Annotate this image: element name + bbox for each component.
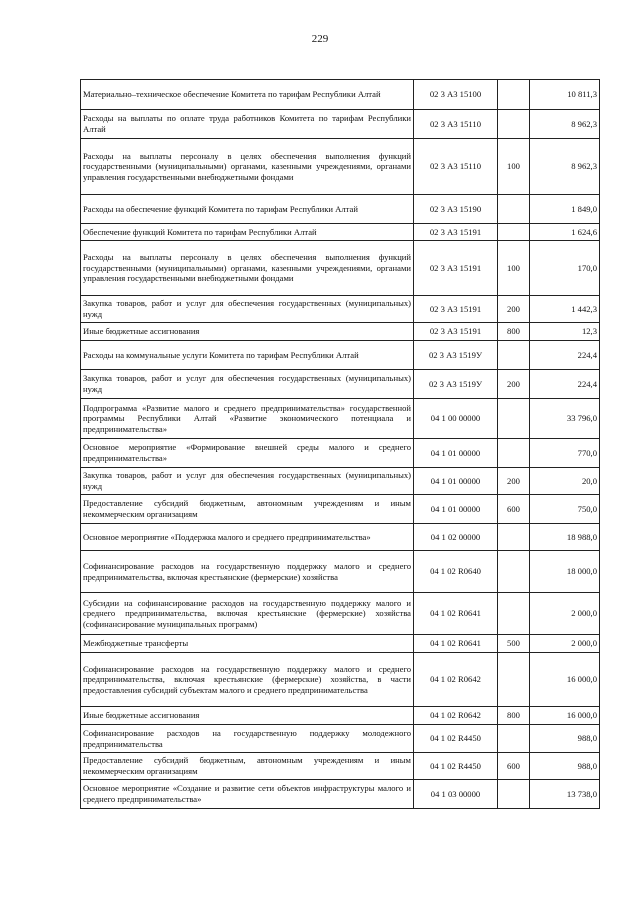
row-amount: 18 000,0 bbox=[530, 551, 600, 593]
row-expense-type bbox=[498, 341, 530, 370]
table-row bbox=[81, 725, 600, 753]
row-amount: 1 624,6 bbox=[530, 224, 600, 241]
row-code: 02 3 А3 15100 bbox=[414, 80, 498, 110]
budget-table-body bbox=[81, 80, 600, 809]
row-amount: 12,3 bbox=[530, 323, 600, 341]
row-name: Предоставление субсидий бюджетным, автономным учреждениям и иным некоммерческим организациям bbox=[81, 495, 414, 524]
row-code: 04 1 02 R0642 bbox=[414, 653, 498, 707]
row-code: 04 1 03 00000 bbox=[414, 780, 498, 809]
row-expense-type: 500 bbox=[498, 635, 530, 653]
table-row bbox=[81, 551, 600, 593]
table-row bbox=[81, 468, 600, 495]
row-name: Расходы на коммунальные услуги Комитета по тарифам Республики Алтай bbox=[81, 341, 414, 370]
row-name: Иные бюджетные ассигнования bbox=[81, 323, 414, 341]
row-code: 02 3 А3 15191 bbox=[414, 241, 498, 296]
row-expense-type bbox=[498, 725, 530, 753]
row-expense-type: 600 bbox=[498, 495, 530, 524]
row-code: 04 1 01 00000 bbox=[414, 439, 498, 468]
row-expense-type: 200 bbox=[498, 296, 530, 323]
page-number: 229 bbox=[311, 33, 329, 45]
row-expense-type: 100 bbox=[498, 139, 530, 195]
row-amount: 224,4 bbox=[530, 341, 600, 370]
row-name: Закупка товаров, работ и услуг для обеспечения государственных (муниципальных) нужд bbox=[81, 296, 414, 323]
row-expense-type bbox=[498, 524, 530, 551]
row-amount: 16 000,0 bbox=[530, 653, 600, 707]
row-code: 04 1 02 R0641 bbox=[414, 635, 498, 653]
table-row bbox=[81, 399, 600, 439]
row-name: Софинансирование расходов на государственную поддержку молодежного предпринимательства bbox=[81, 725, 414, 753]
row-expense-type: 200 bbox=[498, 468, 530, 495]
table-row bbox=[81, 439, 600, 468]
table-row bbox=[81, 323, 600, 341]
row-name: Расходы на выплаты персоналу в целях обеспечения выполнения функций государственными (муниципальными) органами, казенными учреждениями, органами управления государственными внебюджетными фондами bbox=[81, 139, 414, 195]
row-code: 04 1 02 R4450 bbox=[414, 725, 498, 753]
row-code: 04 1 02 R0642 bbox=[414, 707, 498, 725]
row-code: 02 3 А3 15191 bbox=[414, 323, 498, 341]
row-amount: 2 000,0 bbox=[530, 593, 600, 635]
table-row bbox=[81, 224, 600, 241]
row-code: 02 3 А3 1519У bbox=[414, 341, 498, 370]
row-amount: 988,0 bbox=[530, 753, 600, 780]
row-code: 02 3 А3 15110 bbox=[414, 139, 498, 195]
table-row bbox=[81, 80, 600, 110]
row-name: Основное мероприятие «Формирование внешней среды малого и среднего предпринимательства» bbox=[81, 439, 414, 468]
row-expense-type bbox=[498, 780, 530, 809]
table-row bbox=[81, 753, 600, 780]
row-amount: 16 000,0 bbox=[530, 707, 600, 725]
row-name: Предоставление субсидий бюджетным, автономным учреждениям и иным некоммерческим организациям bbox=[81, 753, 414, 780]
table-row bbox=[81, 635, 600, 653]
row-name: Основное мероприятие «Создание и развитие сети объектов инфраструктуры малого и среднего предпринимательства» bbox=[81, 780, 414, 809]
row-expense-type: 800 bbox=[498, 323, 530, 341]
row-code: 02 3 А3 1519У bbox=[414, 370, 498, 399]
row-name: Софинансирование расходов на государственную поддержку малого и среднего предпринимательства, включая крестьянские (фермерские) хозяйства, в части предоставления субсидий субъектам малого и среднего предпринимательства bbox=[81, 653, 414, 707]
row-code: 04 1 01 00000 bbox=[414, 468, 498, 495]
row-code: 04 1 02 R0640 bbox=[414, 551, 498, 593]
row-amount: 1 442,3 bbox=[530, 296, 600, 323]
row-name: Межбюджетные трансферты bbox=[81, 635, 414, 653]
row-name: Субсидии на софинансирование расходов на государственную поддержку малого и среднего предпринимательства, включая крестьянские (фермерские) хозяйства (софинансирование муниципальных программ) bbox=[81, 593, 414, 635]
row-expense-type: 800 bbox=[498, 707, 530, 725]
row-expense-type bbox=[498, 195, 530, 224]
row-name: Расходы на выплаты по оплате труда работников Комитета по тарифам Республики Алтай bbox=[81, 110, 414, 139]
row-code: 04 1 02 00000 bbox=[414, 524, 498, 551]
row-amount: 2 000,0 bbox=[530, 635, 600, 653]
table-row bbox=[81, 341, 600, 370]
table-row bbox=[81, 195, 600, 224]
budget-table bbox=[80, 79, 600, 809]
row-code: 04 1 01 00000 bbox=[414, 495, 498, 524]
row-amount: 33 796,0 bbox=[530, 399, 600, 439]
row-expense-type bbox=[498, 653, 530, 707]
row-code: 02 3 А3 15110 bbox=[414, 110, 498, 139]
row-expense-type bbox=[498, 110, 530, 139]
table-row bbox=[81, 241, 600, 296]
row-expense-type: 100 bbox=[498, 241, 530, 296]
row-amount: 8 962,3 bbox=[530, 139, 600, 195]
table-row bbox=[81, 139, 600, 195]
row-amount: 750,0 bbox=[530, 495, 600, 524]
table-row bbox=[81, 593, 600, 635]
table-row bbox=[81, 495, 600, 524]
row-expense-type bbox=[498, 399, 530, 439]
row-name: Закупка товаров, работ и услуг для обеспечения государственных (муниципальных) нужд bbox=[81, 370, 414, 399]
row-expense-type bbox=[498, 551, 530, 593]
row-amount: 988,0 bbox=[530, 725, 600, 753]
table-row bbox=[81, 653, 600, 707]
row-code: 02 3 А3 15191 bbox=[414, 224, 498, 241]
row-name: Обеспечение функций Комитета по тарифам Республики Алтай bbox=[81, 224, 414, 241]
row-expense-type: 600 bbox=[498, 753, 530, 780]
row-expense-type: 200 bbox=[498, 370, 530, 399]
row-code: 04 1 02 R4450 bbox=[414, 753, 498, 780]
table-row bbox=[81, 780, 600, 809]
row-amount: 224,4 bbox=[530, 370, 600, 399]
row-name: Расходы на выплаты персоналу в целях обеспечения выполнения функций государственными (муниципальными) органами, казенными учреждениями, органами управления государственными внебюджетными фондами bbox=[81, 241, 414, 296]
row-amount: 20,0 bbox=[530, 468, 600, 495]
row-expense-type bbox=[498, 80, 530, 110]
row-name: Закупка товаров, работ и услуг для обеспечения государственных (муниципальных) нужд bbox=[81, 468, 414, 495]
row-amount: 10 811,3 bbox=[530, 80, 600, 110]
table-row bbox=[81, 707, 600, 725]
table-row bbox=[81, 370, 600, 399]
table-row bbox=[81, 296, 600, 323]
row-code: 04 1 02 R0641 bbox=[414, 593, 498, 635]
row-name: Софинансирование расходов на государственную поддержку малого и среднего предпринимательства, включая крестьянские (фермерские) хозяйства bbox=[81, 551, 414, 593]
row-code: 02 3 А3 15190 bbox=[414, 195, 498, 224]
row-amount: 1 849,0 bbox=[530, 195, 600, 224]
row-name: Основное мероприятие «Поддержка малого и среднего предпринимательства» bbox=[81, 524, 414, 551]
row-code: 04 1 00 00000 bbox=[414, 399, 498, 439]
row-code: 02 3 А3 15191 bbox=[414, 296, 498, 323]
row-expense-type bbox=[498, 224, 530, 241]
table-row bbox=[81, 110, 600, 139]
row-amount: 18 988,0 bbox=[530, 524, 600, 551]
row-amount: 8 962,3 bbox=[530, 110, 600, 139]
row-name: Расходы на обеспечение функций Комитета по тарифам Республики Алтай bbox=[81, 195, 414, 224]
table-row bbox=[81, 524, 600, 551]
row-expense-type bbox=[498, 593, 530, 635]
row-amount: 170,0 bbox=[530, 241, 600, 296]
row-expense-type bbox=[498, 439, 530, 468]
row-amount: 13 738,0 bbox=[530, 780, 600, 809]
row-name: Материально–техническое обеспечение Комитета по тарифам Республики Алтай bbox=[81, 80, 414, 110]
row-name: Иные бюджетные ассигнования bbox=[81, 707, 414, 725]
row-name: Подпрограмма «Развитие малого и среднего предпринимательства» государственной программы Республики Алтай «Развитие экономического потенциала и предпринимательства» bbox=[81, 399, 414, 439]
row-amount: 770,0 bbox=[530, 439, 600, 468]
